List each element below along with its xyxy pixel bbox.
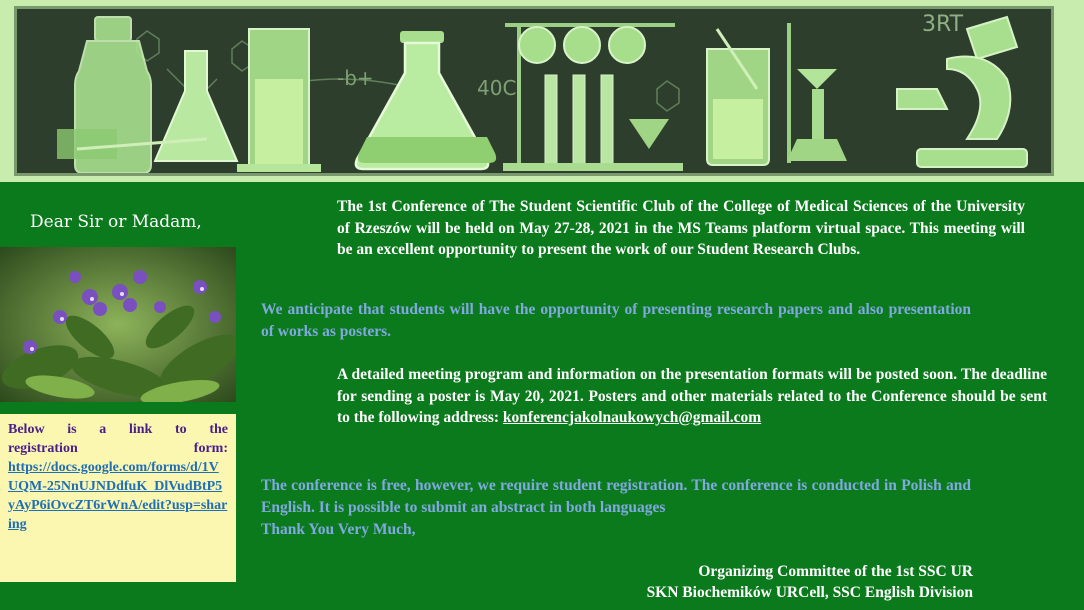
form-word: form: (193, 441, 228, 456)
conference-announcement: The 1st Conference of The Student Scientific Club of the College of Medical Sciences of the University of Rzeszów will be held on May 27-28, 2021 in the MS Teams platform virtual space. This meeting will be an excellent opportunity to present the work of our Student Research Clubs. (337, 198, 1025, 258)
header-banner (0, 0, 1084, 182)
lab-glassware-image (17, 9, 1054, 176)
chalk-formula: 40C (477, 76, 517, 100)
registration-form-link[interactable]: https://docs.google.com/forms/d/1VUQM-25NnUJNDdfuK_DlVudBtP5yAyP6iOvcZT6rWnA/edit?usp=sharing (8, 460, 228, 532)
presentation-info: We anticipate that students will have the opportunity of presenting research papers and also presentation of works as posters. (261, 301, 971, 340)
violet-flowers-photo (0, 247, 236, 402)
signature-line-2: SKN Biochemików URCell, SSC English Division (646, 584, 973, 601)
registration-intro: Below is a link to the (8, 422, 228, 437)
contact-email-link[interactable]: konferencjakolnaukowych@gmail.com (502, 409, 762, 426)
lab-illustration (14, 6, 1054, 176)
program-details (337, 364, 1047, 429)
registration-link-box (0, 414, 236, 582)
registration-info: The conference is free, however, we require student registration. The conference is conducted in Polish and English. It is possible to submit an abstract in both languages (261, 477, 971, 516)
greeting: Dear Sir or Madam, (30, 212, 202, 232)
registration-word: registration (8, 441, 78, 456)
chalk-formula: -b+ (337, 66, 374, 90)
thank-you: Thank You Very Much, (261, 521, 416, 538)
chalk-formula: 3RT (922, 12, 964, 37)
program-details-text: A detailed meeting program and information on the presentation formats will be posted soon. The deadline for sending a poster is May 20, 2021. Posters and other materials related to the Conference should be sent to the following address: (337, 366, 1047, 426)
signature-line-1: Organizing Committee of the 1st SSC UR (698, 563, 973, 580)
registration-intro-line2 (8, 439, 228, 458)
